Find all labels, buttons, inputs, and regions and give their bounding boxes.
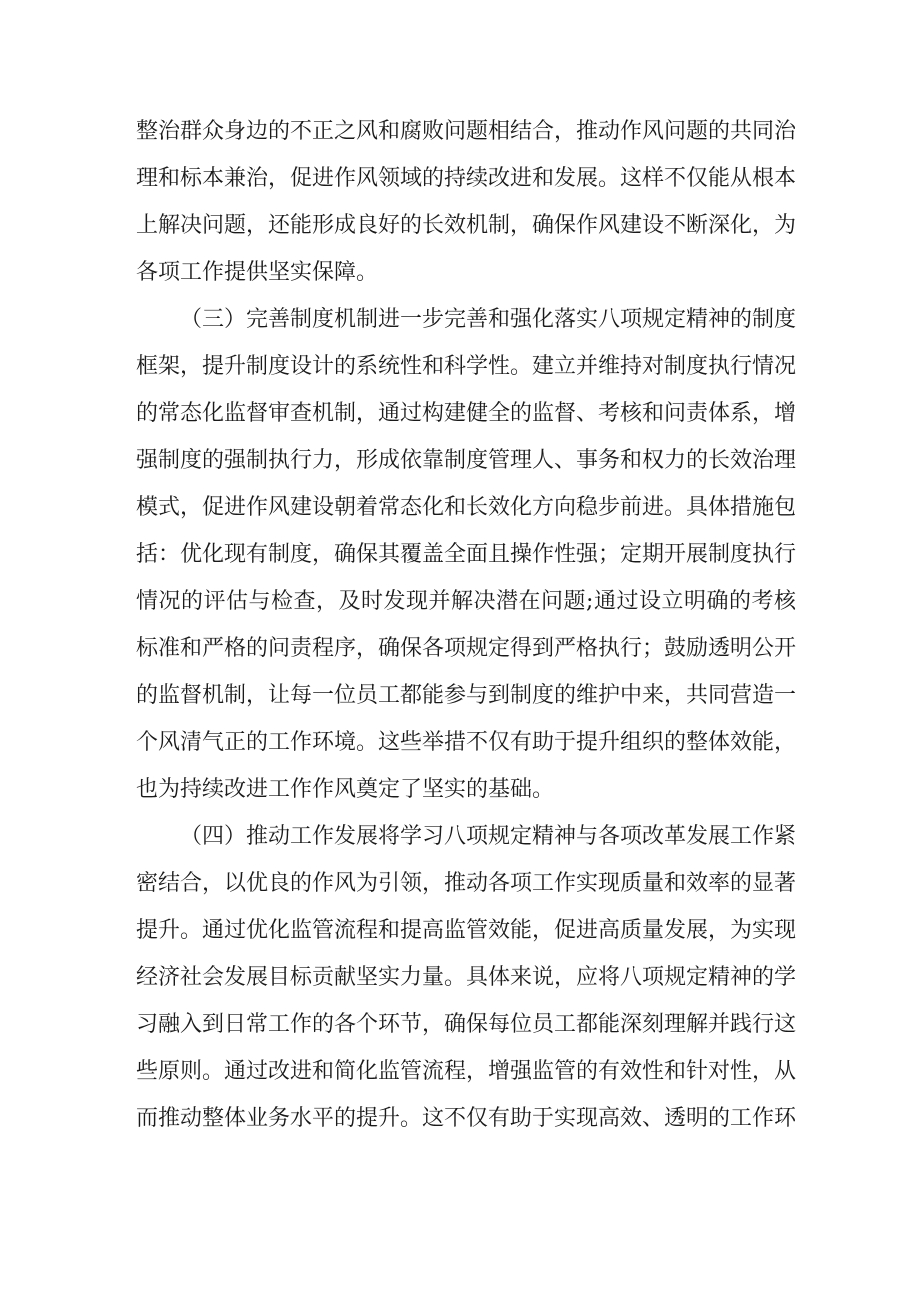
paragraph-continuation: 整治群众身边的不正之风和腐败问题相结合，推动作风问题的共同治理和标本兼治，促进作风领域的持续改进和发展。这样不仅能从根本上解决问题，还能形成良好的长效机制，确保作风建设不断深化，为各项工作提供坚实保障。: [136, 119, 797, 285]
paragraph-section-four: （四）推动工作发展将学习八项规定精神与各项改革发展工作紧密结合，以优良的作风为引领，推动各项工作实现质量和效率的显著提升。通过优化监管流程和提高监管效能，促进高质量发展，为实现经济社会发展目标贡献坚实力量。具体来说，应将八项规定精神的学习融入到日常工作的各个环节，确保每位员工都能深刻理解并践行这些原则。通过改进和简化监管流程，增强监管的有效性和针对性，从而推动整体业务水平的提升。这不仅有助于实现高效、透明的工作环: [136, 824, 797, 1131]
document-page: [136, 108, 796, 1142]
paragraph-section-three: （三）完善制度机制进一步完善和强化落实八项规定精神的制度框架，提升制度设计的系统性和科学性。建立并维持对制度执行情况的常态化监督审查机制，通过构建健全的监督、考核和问责体系，增强制度的强制执行力，形成依靠制度管理人、事务和权力的长效治理模式，促进作风建设朝着常态化和长效化方向稳步前进。具体措施包括：优化现有制度，确保其覆盖全面且操作性强；定期开展制度执行情况的评估与检查，及时发现并解决潜在问题;通过设立明确的考核标准和严格的问责程序，确保各项规定得到严格执行；鼓励透明公开的监督机制，让每一位员工都能参与到制度的维护中来，共同营造一个风清气正的工作环境。这些举措不仅有助于提升组织的整体效能，也为持续改进工作作风奠定了坚实的基础。: [136, 307, 797, 802]
